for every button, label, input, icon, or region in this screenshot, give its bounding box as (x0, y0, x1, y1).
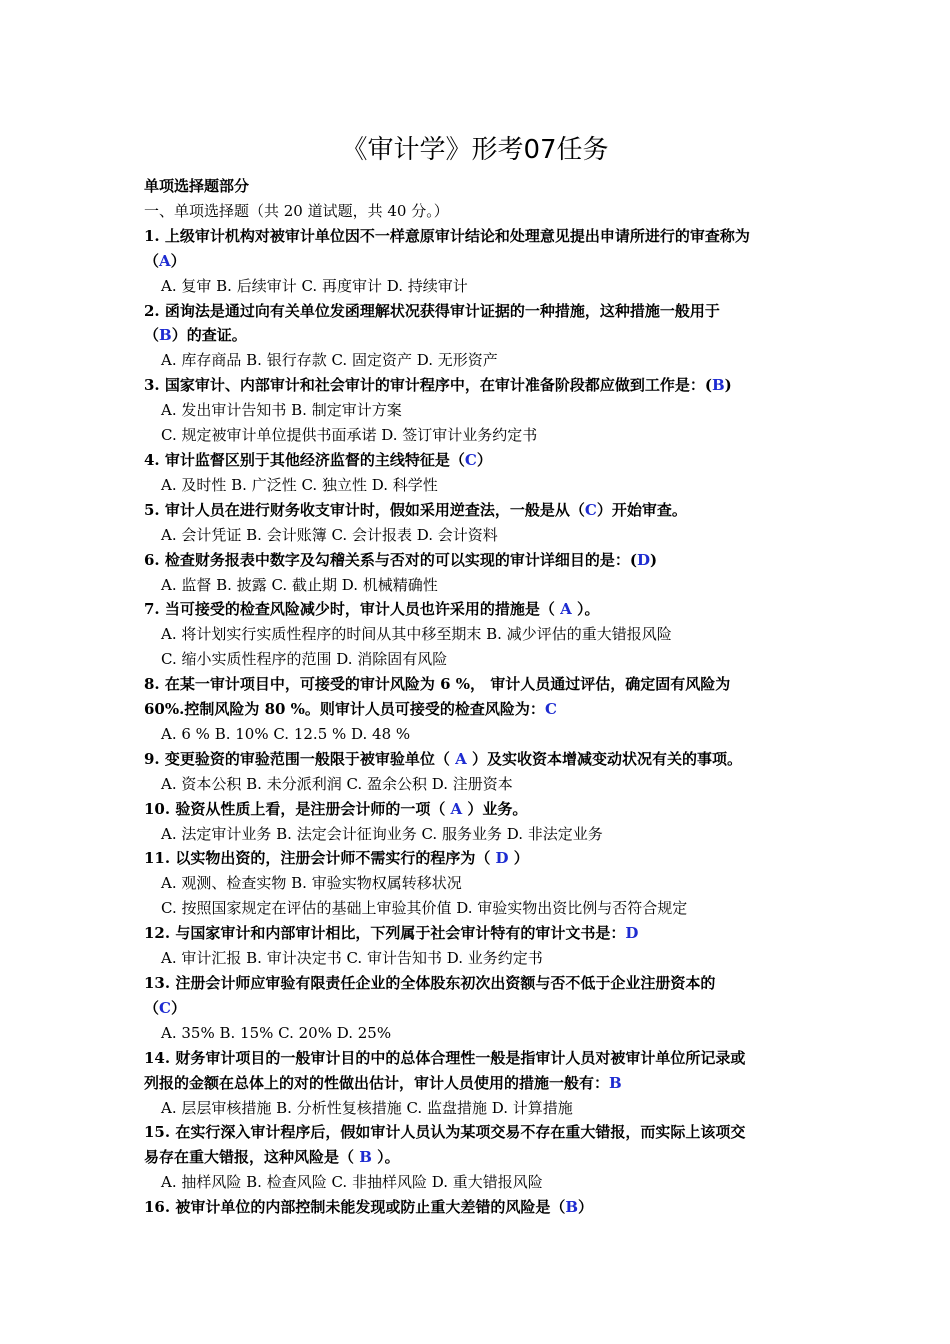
stem-text: ） (508, 849, 529, 868)
answer-options: A. 法定审计业务 B. 法定会计征询业务 C. 服务业务 D. 非法定业务 (161, 824, 603, 843)
stem-text: （ (144, 251, 160, 270)
answer-options: A. 及时性 B. 广泛性 C. 独立性 D. 科学性 (161, 475, 438, 494)
question-stem: 2. 函询法是通过向有关单位发函理解状况获得审计证据的一种措施，这种措施一般用于 (144, 301, 720, 320)
question-stem (144, 548, 810, 573)
answer-letter: A (560, 600, 572, 619)
answer-letter: C (584, 500, 597, 519)
question-stem (144, 797, 810, 822)
stem-text: 9. 变更验资的审验范围一般限于被审验单位（ (144, 749, 456, 768)
section-intro: 一、单项选择题（共 20 道试题，共 40 分。） (144, 201, 449, 220)
answer-options: A. 观测、检查实物 B. 审验实物权属转移状况 (161, 874, 462, 893)
stem-text: ) (724, 376, 732, 395)
question-stem (144, 846, 810, 871)
answer-letter: A (455, 749, 467, 768)
answer-options: A. 抽样风险 B. 检查风险 C. 非抽样风险 D. 重大错报风险 (161, 1173, 543, 1192)
answer-options: A. 复审 B. 后续审计 C. 再度审计 D. 持续审计 (161, 276, 468, 295)
question-stem-continued (144, 697, 810, 722)
stem-text: ) (650, 550, 658, 569)
stem-text: 列报的金额在总体上的对的性做出估计，审计人员使用的措施一般有： (144, 1073, 610, 1092)
question-stem (144, 448, 810, 473)
stem-text: （ (144, 998, 160, 1017)
stem-text: ） (578, 1198, 594, 1217)
answer-letter: C (544, 700, 557, 719)
answer-options: A. 会计凭证 B. 会计账簿 C. 会计报表 D. 会计资料 (161, 525, 498, 544)
stem-text: 16. 被审计单位的内部控制未能发现或防止重大差错的风险是（ (144, 1198, 566, 1217)
answer-letter: C (159, 998, 171, 1017)
answer-letter: A (450, 799, 463, 818)
answer-letter: B (159, 326, 172, 345)
answer-options: A. 资本公积 B. 未分派利润 C. 盈余公积 D. 注册资本 (161, 774, 513, 793)
stem-text: 10. 验资从性质上看，是注册会计师的一项（ (144, 799, 451, 818)
question-stem: 14. 财务审计项目的一般审计目的中的总体合理性一般是指审计人员对被审计单位所记录或 (144, 1048, 746, 1067)
question-stem (144, 747, 810, 772)
answer-options: A. 审计汇报 B. 审计决定书 C. 审计告知书 D. 业务约定书 (161, 949, 543, 968)
answer-letter: D (625, 924, 639, 943)
stem-text: ）。 (371, 1148, 400, 1167)
question-stem (144, 498, 810, 523)
stem-text: 7. 当可接受的检查风险减少时，审计人员也许采用的措施是（ (144, 600, 561, 619)
answer-letter: B (565, 1198, 579, 1217)
stem-text: 5. 审计人员在进行财务收支审计时，假如采用逆查法，一般是从（ (144, 500, 585, 519)
answer-options: A. 6 % B. 10% C. 12.5 % D. 48 % (161, 724, 411, 743)
answer-letter: B (359, 1148, 372, 1167)
question-stem-continued (144, 249, 810, 274)
answer-letter: A (159, 251, 171, 270)
answer-letter: B (609, 1073, 622, 1092)
answer-letter: D (495, 849, 509, 868)
question-stem (144, 373, 810, 398)
stem-text: 3. 国家审计、内部审计和社会审计的审计程序中，在审计准备阶段都应做到工作是：( (144, 376, 712, 395)
answer-letter: C (464, 450, 477, 469)
answer-options: A. 层层审核措施 B. 分析性复核措施 C. 监盘措施 D. 计算措施 (161, 1098, 573, 1117)
stem-text: ） (476, 450, 492, 469)
question-stem: 15. 在实行深入审计程序后，假如审计人员认为某项交易不存在重大错报，而实际上该项交 (144, 1123, 746, 1142)
stem-text: 60%.控制风险为 80 %。则审计人员可接受的检查风险为： (144, 700, 545, 719)
page-title: 《审计学》形考07任务 (341, 135, 609, 165)
stem-text: ）业务。 (462, 799, 528, 818)
answer-options: C. 按照国家规定在评估的基础上审验其价值 D. 审验实物出资比例与否符合规定 (161, 899, 688, 918)
stem-text: ）开始审查。 (596, 500, 687, 519)
stem-text: （ (144, 326, 160, 345)
section-heading: 单项选择题部分 (144, 177, 250, 195)
stem-text: ）的查证。 (171, 326, 247, 345)
question-stem (144, 597, 810, 622)
answer-letter: D (636, 550, 650, 569)
stem-text: 4. 审计监督区别于其他经济监督的主线特征是（ (144, 450, 465, 469)
stem-text: ） (170, 998, 186, 1017)
answer-options: A. 发出审计告知书 B. 制定审计方案 (161, 401, 402, 420)
question-stem-continued (144, 1071, 810, 1096)
question-stem: 13. 注册会计师应审验有限责任企业的全体股东初次出资额与否不低于企业注册资本的 (144, 974, 716, 992)
stem-text: 6. 检查财务报表中数字及勾稽关系与否对的可以实现的审计详细目的是：( (144, 550, 637, 569)
answer-options: A. 35% B. 15% C. 20% D. 25% (161, 1023, 392, 1042)
answer-options: A. 将计划实行实质性程序的时间从其中移至期末 B. 减少评估的重大错报风险 (161, 625, 672, 644)
answer-options: C. 规定被审计单位提供书面承诺 D. 签订审计业务约定书 (161, 426, 538, 445)
stem-text: ）及实收资本增减变动状况有关的事项。 (466, 749, 742, 768)
question-stem: 8. 在某一审计项目中，可接受的审计风险为 6 %， 审计人员通过评估，确定固有风险为 (144, 675, 731, 694)
answer-letter: B (711, 376, 725, 395)
stem-text: 12. 与国家审计和内部审计相比，下列属于社会审计特有的审计文书是： (144, 924, 626, 943)
answer-options: A. 库存商品 B. 银行存款 C. 固定资产 D. 无形资产 (161, 351, 498, 370)
question-stem-continued (144, 1145, 810, 1170)
question-stem-continued (144, 323, 810, 348)
question-stem: 1. 上级审计机构对被审计单位因不一样意原审计结论和处理意见提出申请所进行的审查称为 (144, 226, 750, 245)
answer-options: A. 监督 B. 披露 C. 截止期 D. 机械精确性 (161, 575, 438, 594)
stem-text: ）。 (571, 600, 600, 619)
stem-text: 易存在重大错报，这种风险是（ (144, 1148, 360, 1167)
answer-options: C. 缩小实质性程序的范围 D. 消除固有风险 (161, 650, 448, 669)
stem-text: ） (170, 251, 186, 270)
question-stem (144, 921, 810, 946)
stem-text: 11. 以实物出资的，注册会计师不需实行的程序为（ (144, 849, 496, 868)
question-stem-continued (144, 996, 810, 1021)
question-stem (144, 1195, 810, 1220)
question-list (144, 174, 810, 1220)
